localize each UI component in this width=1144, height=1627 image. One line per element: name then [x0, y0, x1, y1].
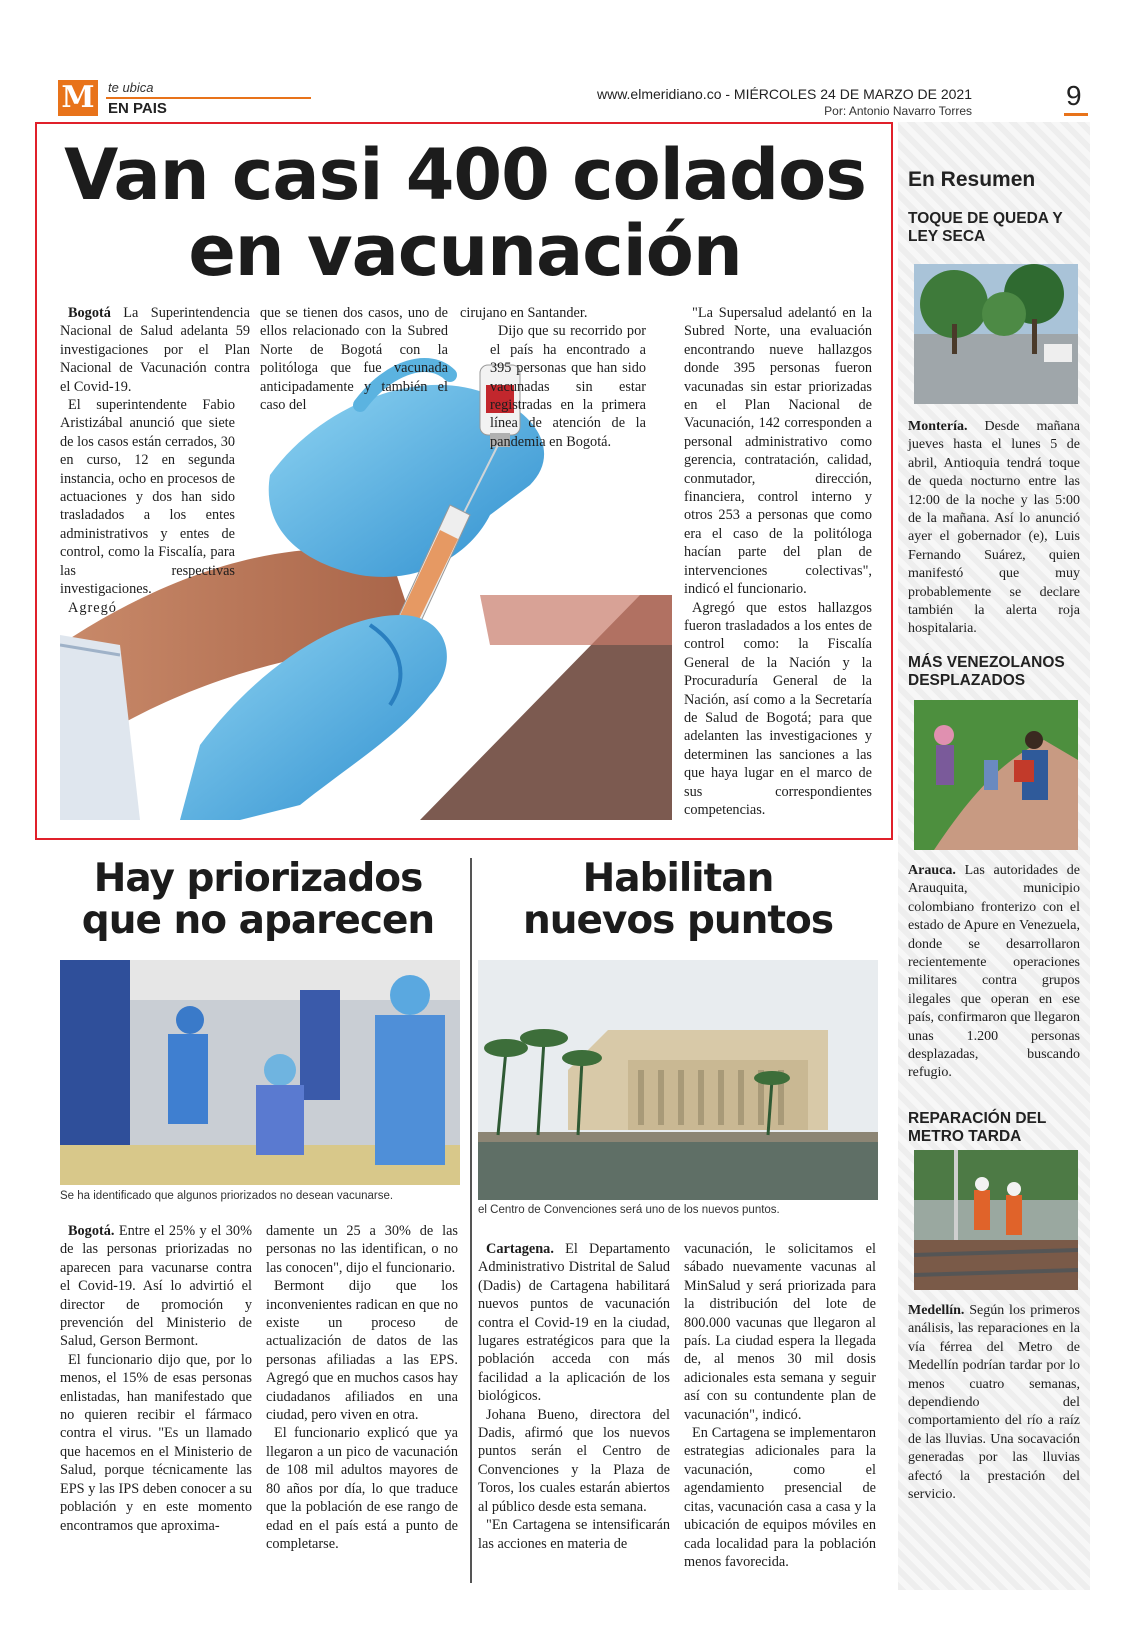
main-story-paragraph: cirujano en Santander. — [460, 305, 588, 321]
story2-paragraph: Bermont dijo que los inconvenientes radican en que no existe un proceso de actualización de datos de las personas afiliadas a las EPS. Agregó que en muchos casos hay ciudadanos afiliados en una ciudad, pero viven en otra. — [266, 1278, 458, 1424]
main-story-paragraph — [60, 304, 250, 396]
story3-headline — [478, 858, 878, 942]
section-label: EN PAIS — [108, 100, 167, 117]
story3-paragraph: "En Cartagena se intensificarán las acciones en materia de — [478, 1517, 670, 1552]
author-byline: Por: Antonio Navarro Torres — [824, 104, 972, 118]
sidebar-title: En Resumen — [908, 168, 1036, 191]
sidebar-item-place: Arauca. — [908, 863, 956, 878]
main-story-paragraph: que se tienen dos casos, uno de ellos relacionado con la Subred Norte de Bogotá con la politóloga que fue vacunada anticipadamente y también el caso del — [260, 305, 448, 414]
page-number: 9 — [1066, 80, 1082, 111]
summary-sidebar-content — [908, 122, 1080, 1590]
main-story-col-3 — [460, 304, 646, 451]
story2-headline-line2: que no aparecen — [81, 898, 435, 943]
sidebar-item-heading: TOQUE DE QUEDA Y LEY SECA — [908, 210, 1063, 245]
story2-col-2 — [266, 1222, 458, 1553]
metro-repair-photo — [914, 1150, 1078, 1290]
story3-headline-line2: nuevos puntos — [522, 898, 834, 943]
railway-workers-image — [914, 1150, 1078, 1290]
main-story-paragraph: Agregó que estos hallazgos fueron trasladados a los entes de control como: la Fiscalía General de la Nación y la Procuraduría General de la Nación, así como a la Secretaría de Salud de Bogotá; para que adelanten las investigaciones y determinen las sanciones a las que haya lugar en el marco de sus correspondientes competencias. — [684, 599, 872, 818]
logo-tagline: te ubica — [108, 80, 154, 95]
newspaper-logo: M — [58, 80, 98, 116]
summary-sidebar — [898, 122, 1090, 1590]
sidebar-item-heading: REPARACIÓN DEL METRO TARDA — [908, 1110, 1047, 1145]
sidebar-item-body: Desde mañana jueves hasta el lunes 5 de abril, Antioquia tendrá toque de queda nocturno entre las 12:00 de la noche y las 5:00 de la mañana. Así lo anunció ayer el gobernador (e), Luis Fernando Suárez, quien manifestó que muy probablemente se declare también la alerta roja hospitalaria. — [908, 419, 1080, 637]
main-story-paragraph: Agregó — [68, 599, 117, 616]
main-story-paragraph: "La Supersalud adelantó en la Subred Norte, una evaluación encontrando nueve hallazgos donde 395 personas fueron vacunadas sin estar priorizadas en el Plan Nacional de Vacunación, 142 corresponden a personal administrativo como gerencia, contratación, calidad, conmutador, dirección, financiera, control interno y otros 253 a personas que como era el caso de la politóloga hacían parte del plan de intervenciones colectivas", indicó el funcionario. — [684, 305, 872, 598]
story2-paragraph — [60, 1222, 252, 1351]
story3-paragraph — [478, 1240, 670, 1406]
story3-text: El Departamento Administrativo Distrital de Salud (Dadis) de Cartagena habilitará nuevos puntos de vacunación contra el Covid-19 en la ciudad, lugares estratégicos para que la población acceda con más facilidad a la aplicación de los biológicos. — [478, 1241, 670, 1405]
story3-col-1 — [478, 1240, 670, 1553]
main-story-text: La Superintendencia Nacional de Salud adelanta 59 investigaciones por el Plan Nacional de Vacunación contra el Covid-19. — [60, 305, 250, 395]
main-story-dateline: Bogotá — [68, 305, 111, 321]
story2-col-1 — [60, 1222, 252, 1535]
sidebar-item-text — [908, 862, 1080, 1083]
page-number-rule — [1064, 113, 1088, 116]
main-story-col-4 — [684, 304, 872, 819]
migrants-photo — [914, 700, 1078, 850]
main-headline-line2: en vacunación — [188, 210, 742, 292]
story2-text: Entre el 25% y el 30% de las personas priorizadas no aparecen para vacunarse contra el Covid-19. Así lo advirtió el director de promoción y prevención del Ministerio de Salud, Gerson Bermont. — [60, 1223, 252, 1350]
story3-col-2 — [684, 1240, 876, 1571]
sidebar-item-text — [908, 1302, 1080, 1504]
story2-paragraph: El funcionario dijo que, por lo menos, el 15% de esas personas enlistadas, han manifestado que no quieren recibir el fármaco contra el virus. "Es un llamado que hacemos en el Ministerio de Salud, porque técnicamente las EPS y las IPS deben conocer a su población y en este momento encontramos que aproxima- — [60, 1351, 252, 1534]
sidebar-item-body: Las autoridades de Arauquita, municipio colombiano fronterizo con el estado de Apure en Venezuela, donde se desarrollaron recientemente operaciones militares contra grupos ilegales que operan en ese país, confirmaron que llegaron unas 1.200 personas desplazadas, buscando refugio. — [908, 863, 1080, 1081]
story2-paragraph: damente un 25 a 30% de las personas no las identifican, o no las conocen", dijo el funcionario. — [266, 1223, 458, 1276]
vaccination-center-image — [60, 960, 460, 1185]
convention-center-image — [478, 960, 878, 1200]
sidebar-item-text — [908, 418, 1080, 639]
story2-caption: Se ha identificado que algunos priorizados no desean vacunarse. — [60, 1190, 394, 1202]
street-trees-image — [914, 264, 1078, 404]
story2-photo — [60, 960, 460, 1185]
story3-paragraph: vacunación, le solicitamos el sábado nuevamente vacunas al MinSalud y será priorizada para la distribución del lote de 800.000 vacunas que llegaron al país. La ciudad espera la llegada de, al menos 30 mil dosis adicionales esta semana y seguir así con su contundente plan de vacunación", indicó. — [684, 1241, 876, 1423]
column-divider — [470, 858, 472, 1583]
story3-photo — [478, 960, 878, 1200]
dateline: www.elmeridiano.co - MIÉRCOLES 24 DE MARZO DE 2021 — [596, 86, 972, 102]
story2-paragraph: El funcionario explicó que ya llegaron a un pico de vacunación de 108 mil adultos mayores de 80 años por día, lo que traduce que la población de ese rango de edad en el país está a punto de completarse. — [266, 1425, 458, 1552]
story2-headline-line1: Hay priorizados — [93, 856, 423, 901]
story3-dateline: Cartagena. — [486, 1241, 554, 1257]
story3-paragraph: En Cartagena se implementaron estrategias adicionales para la vacunación, como el agendamiento presencial de citas, vacunación casa a casa y la ubicación de equipos móviles en cada localidad para la población menos favorecida. — [684, 1425, 876, 1570]
main-headline — [50, 134, 880, 292]
main-headline-line1: Van casi 400 colados — [64, 134, 866, 216]
header-rule — [106, 97, 311, 99]
people-walking-image — [914, 700, 1078, 850]
story3-paragraph: Johana Bueno, directora del Dadis, afirmó que los nuevos puntos serán el Centro de Convenciones y la Plaza de Toros, los cuales estarán abiertos al público desde esta semana. — [478, 1406, 670, 1515]
main-story-body — [60, 304, 672, 634]
sidebar-item-heading: MÁS VENEZOLANOS DESPLAZADOS — [908, 654, 1065, 689]
story3-caption: el Centro de Convenciones será uno de los nuevos puntos. — [478, 1204, 780, 1216]
curfew-photo — [914, 264, 1078, 404]
main-story-paragraph: El superintendente Fabio Aristizábal anunció que siete de los casos están cerrados, 30 en curso, 12 en segunda instancia, ocho en procesos de actuaciones y dos han sido trasladados a los entes administrativos y entes de control, como la Fiscalía, para las respectivas investigaciones. — [60, 397, 235, 598]
sidebar-item-body: Según los primeros análisis, las reparaciones en la vía férrea del Metro de Medellín podrían tardar por lo menos cuatro semanas, dependiendo del comportamiento del río a raíz de las lluvias. Una socavación generadas por las lluvias afectó la prestación del servicio. — [908, 1303, 1080, 1503]
story3-headline-line1: Habilitan — [582, 856, 774, 901]
main-story-col-2 — [260, 304, 448, 414]
main-story-paragraph: Dijo que su recorrido por el país ha encontrado a 395 personas que han sido vacunadas sin estar registradas en la primera línea de atención de la pandemia en Bogotá. — [490, 323, 646, 450]
sidebar-item-place: Medellín. — [908, 1303, 965, 1318]
story2-headline — [58, 858, 458, 942]
main-story-col-1 — [60, 304, 250, 617]
story2-dateline: Bogotá. — [68, 1223, 115, 1239]
sidebar-item-place: Montería. — [908, 419, 968, 434]
